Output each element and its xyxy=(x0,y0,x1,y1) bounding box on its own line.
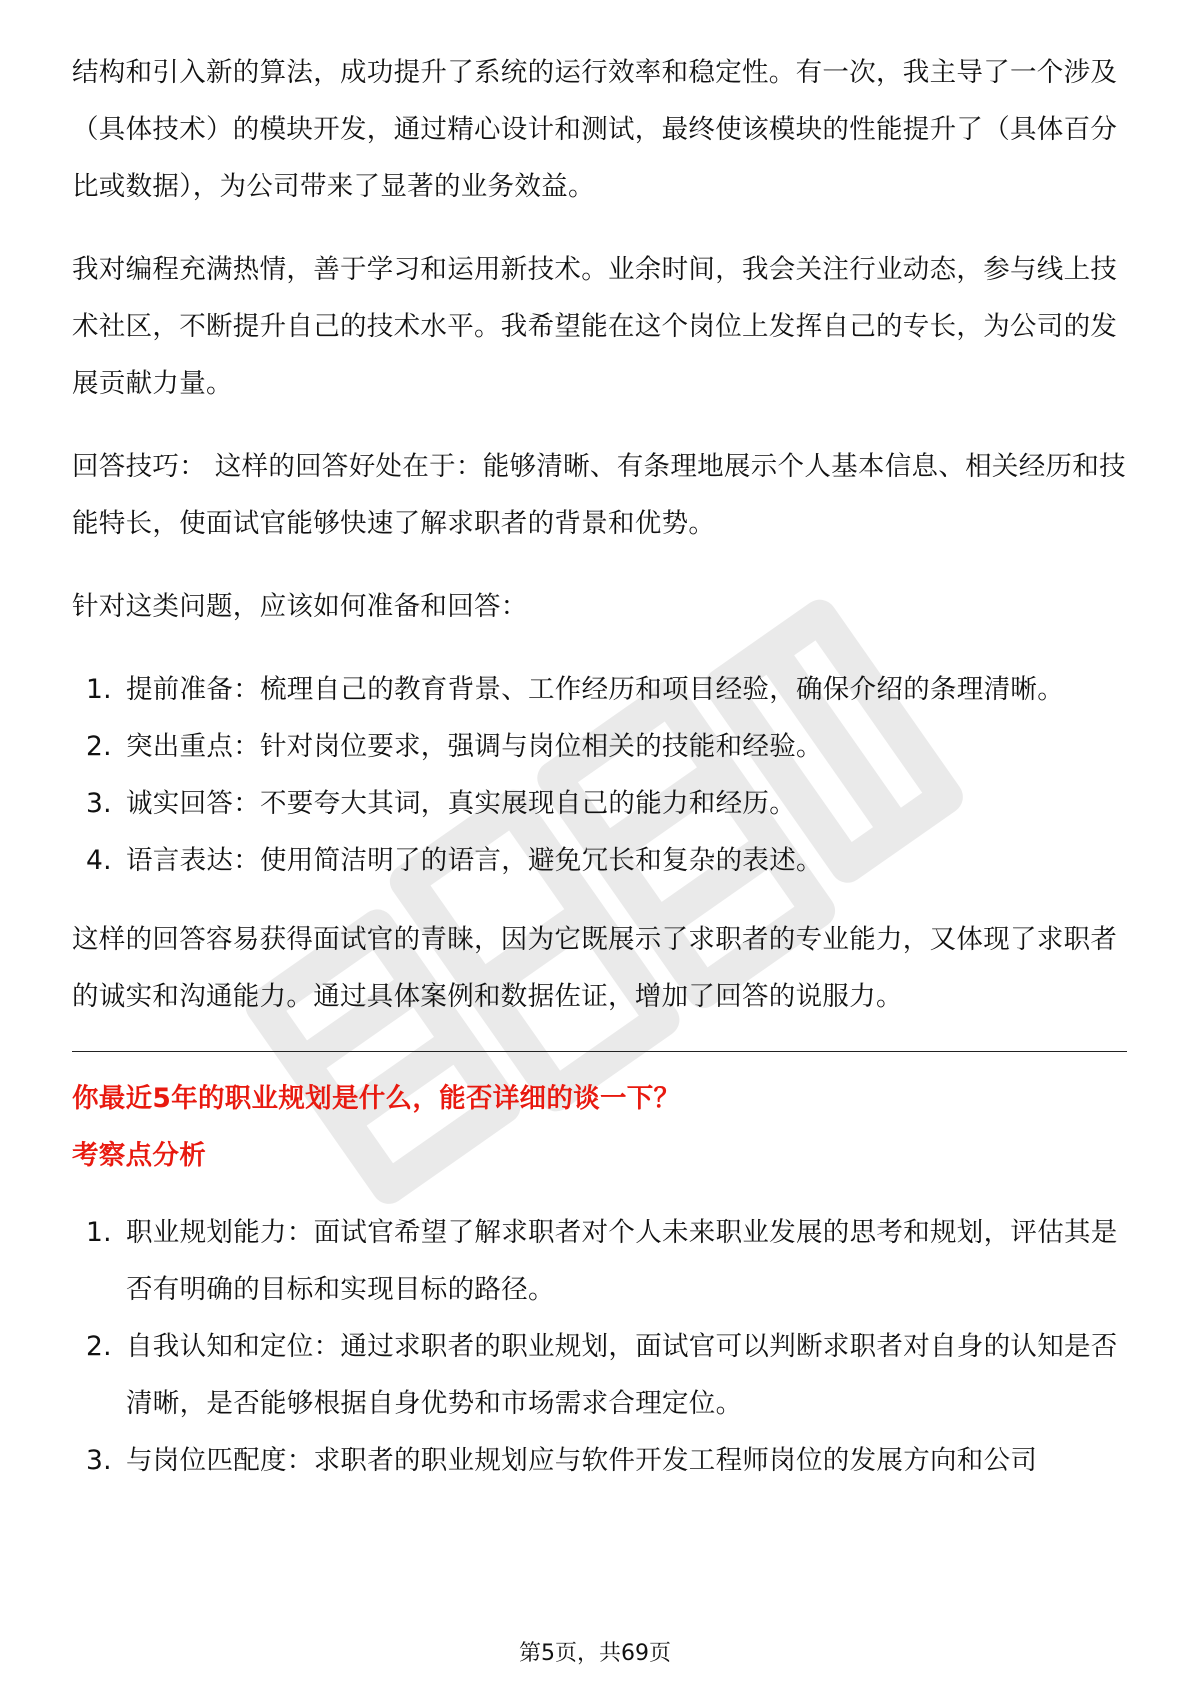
list-number: 1. xyxy=(86,1217,112,1248)
paragraph-answer-tips: 回答技巧： 这样的回答好处在于：能够清晰、有条理地展示个人基本信息、相关经历和技能特长，使面试官能够快速了解求职者的背景和优势。 xyxy=(72,451,1126,539)
list-text: 语言表达：使用简洁明了的语言，避免冗长和复杂的表述。 xyxy=(126,845,823,876)
list-text: 职业规划能力：面试官希望了解求职者对个人未来职业发展的思考和规划，评估其是否有明确的目标和实现目标的路径。 xyxy=(126,1217,1118,1305)
list-item xyxy=(72,1204,1127,1318)
list-item xyxy=(72,1432,1127,1489)
list-text: 与岗位匹配度：求职者的职业规划应与软件开发工程师岗位的发展方向和公司 xyxy=(126,1445,1038,1476)
list-number: 2. xyxy=(86,731,112,762)
paragraph: 结构和引入新的算法，成功提升了系统的运行效率和稳定性。有一次，我主导了一个涉及（具体技术）的模块开发，通过精心设计和测试，最终使该模块的性能提升了（具体百分比或数据），为公司带来了显著的业务效益。 xyxy=(72,57,1118,202)
question-heading: 你最近5年的职业规划是什么，能否详细的谈一下？ xyxy=(72,1083,681,1114)
list-number: 2. xyxy=(86,1331,112,1362)
analysis-heading: 考察点分析 xyxy=(72,1140,206,1171)
list-text: 诚实回答：不要夸大其词，真实展现自己的能力和经历。 xyxy=(126,788,796,819)
list-number: 3. xyxy=(86,788,112,819)
section-divider xyxy=(72,1051,1127,1052)
list-item xyxy=(72,661,1127,718)
paragraph-prep-intro: 针对这类问题，应该如何准备和回答： xyxy=(72,591,528,622)
paragraph: 我对编程充满热情，善于学习和运用新技术。业余时间，我会关注行业动态，参与线上技术社区，不断提升自己的技术水平。我希望能在这个岗位上发挥自己的专长，为公司的发展贡献力量。 xyxy=(72,254,1118,399)
page-footer: 第5页，共69页 xyxy=(519,1641,671,1666)
list-number: 3. xyxy=(86,1445,112,1476)
list-number: 4. xyxy=(86,845,112,876)
content-area xyxy=(72,44,1127,1511)
list-text: 提前准备：梳理自己的教育背景、工作经历和项目经验，确保介绍的条理清晰。 xyxy=(126,674,1064,705)
list-text: 自我认知和定位：通过求职者的职业规划，面试官可以判断求职者对自身的认知是否清晰，是否能够根据自身优势和市场需求合理定位。 xyxy=(126,1331,1118,1419)
list-number: 1. xyxy=(86,674,112,705)
prep-list xyxy=(72,661,1127,889)
list-item xyxy=(72,775,1127,832)
list-item xyxy=(72,832,1127,889)
list-item xyxy=(72,718,1127,775)
list-item xyxy=(72,1318,1127,1432)
paragraph-conclusion: 这样的回答容易获得面试官的青睐，因为它既展示了求职者的专业能力，又体现了求职者的诚实和沟通能力。通过具体案例和数据佐证，增加了回答的说服力。 xyxy=(72,924,1118,1012)
analysis-list xyxy=(72,1204,1127,1489)
list-text: 突出重点：针对岗位要求，强调与岗位相关的技能和经验。 xyxy=(126,731,823,762)
